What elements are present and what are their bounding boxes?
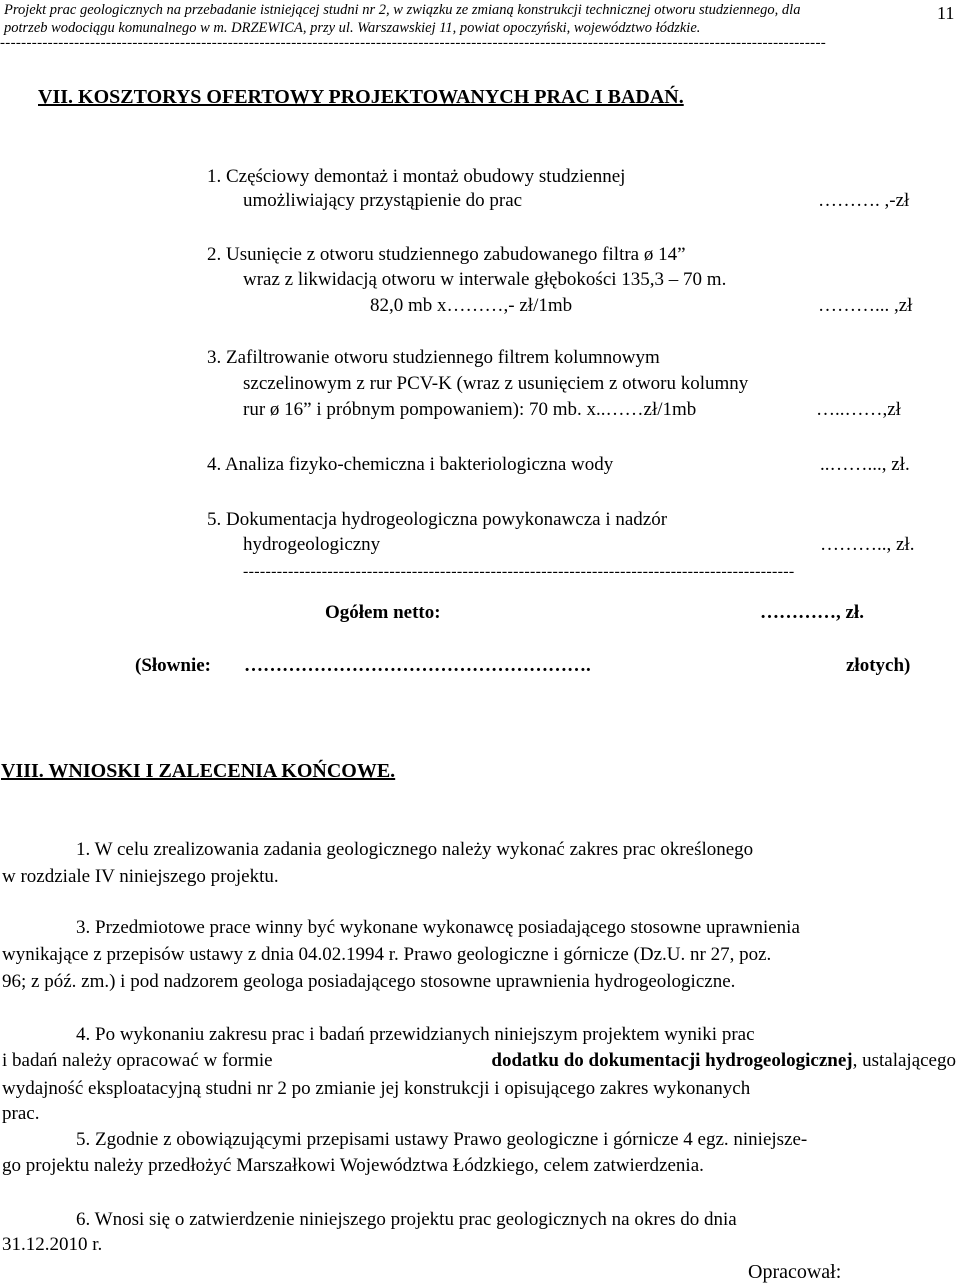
- para-4-bold-phrase: dodatku do dokumentacji hydrogeologicznej: [491, 1050, 853, 1071]
- para-4-line2-tail: , ustalającego: [852, 1050, 956, 1071]
- running-header-line2: potrzeb wodociągu komunalnego w m. DRZEWICA, przy ul. Warszawskiej 11, powiat opoczyński, województwo łódzkie.: [4, 20, 701, 36]
- section-8-title: VIII. WNIOSKI I ZALECENIA KOŃCOWE.: [1, 760, 396, 782]
- cost-item-3-line2: szczelinowym z rur PCV-K (wraz z usunięciem z otworu kolumny: [243, 373, 749, 394]
- cost-item-3-amount: …..……,zł: [816, 399, 901, 420]
- total-amount: …………, zł.: [760, 602, 864, 623]
- para-3-line3: 96; z póź. zm.) i pod nadzorem geologa posiadającego stosowne uprawnienia hydrogeologiczne.: [2, 971, 736, 992]
- para-4-line2: [2, 1049, 956, 1073]
- cost-item-1-line2: umożliwiający przystąpienie do prac: [243, 190, 523, 211]
- cost-item-1-amount: ………. ,-zł: [818, 190, 910, 211]
- cost-item-3-line3: rur ø 16” i próbnym pompowaniem): 70 mb. x..……zł/1mb: [243, 399, 697, 420]
- para-1-line1: 1. W celu zrealizowania zadania geologicznego należy wykonać zakres prac określonego: [76, 839, 754, 860]
- para-4-line2-start: i badań należy opracować w formie: [2, 1050, 273, 1071]
- header-separator: ------------------------------------------------------------------------------------------------------------------------------------------------------------: [0, 35, 827, 51]
- para-4-line3: wydajność eksploatacyjną studni nr 2 po zmianie jej konstrukcji i opisującego zakres wykonanych: [2, 1078, 751, 1099]
- cost-item-5-amount: ……….., zł.: [820, 534, 915, 555]
- signature-label: Opracował:: [748, 1261, 842, 1283]
- words-dots: ……………………………………………….: [244, 655, 591, 676]
- para-4-line1: 4. Po wykonaniu zakresu prac i badań przewidzianych niniejszym projektem wyniki prac: [76, 1024, 755, 1045]
- para-4-line2-end: [491, 1049, 956, 1073]
- cost-item-2-amount: ………... ,zł: [818, 295, 913, 316]
- para-3-line1: 3. Przedmiotowe prace winny być wykonane wykonawcę posiadającego stosowne uprawnienia: [76, 917, 800, 938]
- cost-item-2-line2: wraz z likwidacją otworu w interwale głębokości 135,3 – 70 m.: [243, 269, 727, 290]
- words-label: (Słownie:: [135, 655, 211, 676]
- cost-item-2-line1: 2. Usunięcie z otworu studziennego zabudowanego filtra ø 14”: [207, 244, 686, 265]
- para-5-line2: go projektu należy przedłożyć Marszałkowi Województwa Łódzkiego, celem zatwierdzenia.: [2, 1155, 704, 1176]
- cost-item-2-line3: 82,0 mb x………,- zł/1mb: [370, 295, 573, 316]
- cost-item-3-line1: 3. Zafiltrowanie otworu studziennego filtrem kolumnowym: [207, 347, 660, 368]
- para-5-line1: 5. Zgodnie z obowiązującymi przepisami ustawy Prawo geologiczne i górnicze 4 egz. niniejsze-: [76, 1129, 808, 1150]
- para-1-line2: w rozdziale IV niniejszego projektu.: [2, 866, 279, 887]
- cost-item-5-line2: hydrogeologiczny: [243, 534, 381, 555]
- section-7-title: VII. KOSZTORYS OFERTOWY PROJEKTOWANYCH PRAC I BADAŃ.: [38, 86, 684, 108]
- page-number: 11: [937, 3, 955, 23]
- para-6-line2: 31.12.2010 r.: [2, 1234, 103, 1255]
- running-header-line1: Projekt prac geologicznych na przebadanie istniejącej studni nr 2, w związku ze zmianą konstrukcji technicznej otworu studziennego, dla: [4, 2, 801, 18]
- cost-item-5-line1: 5. Dokumentacja hydrogeologiczna powykonawcza i nadzór: [207, 509, 668, 530]
- para-4-line4: prac.: [2, 1103, 40, 1124]
- words-suffix: złotych): [846, 655, 911, 676]
- para-3-line2: wynikające z przepisów ustawy z dnia 04.02.1994 r. Prawo geologiczne i górnicze (Dz.U. nr 27, poz.: [2, 944, 772, 965]
- cost-item-4-amount: ..……..., zł.: [820, 454, 910, 475]
- cost-item-1-line1: 1. Częściowy demontaż i montaż obudowy studziennej: [207, 166, 626, 187]
- total-label: Ogółem netto:: [325, 602, 441, 623]
- cost-item-4-line1: 4. Analiza fizyko-chemiczna i bakteriologiczna wody: [207, 454, 614, 475]
- total-separator: --------------------------------------------------------------------------------------------------: [243, 563, 795, 580]
- para-6-line1: 6. Wnosi się o zatwierdzenie niniejszego projektu prac geologicznych na okres do dnia: [76, 1209, 737, 1230]
